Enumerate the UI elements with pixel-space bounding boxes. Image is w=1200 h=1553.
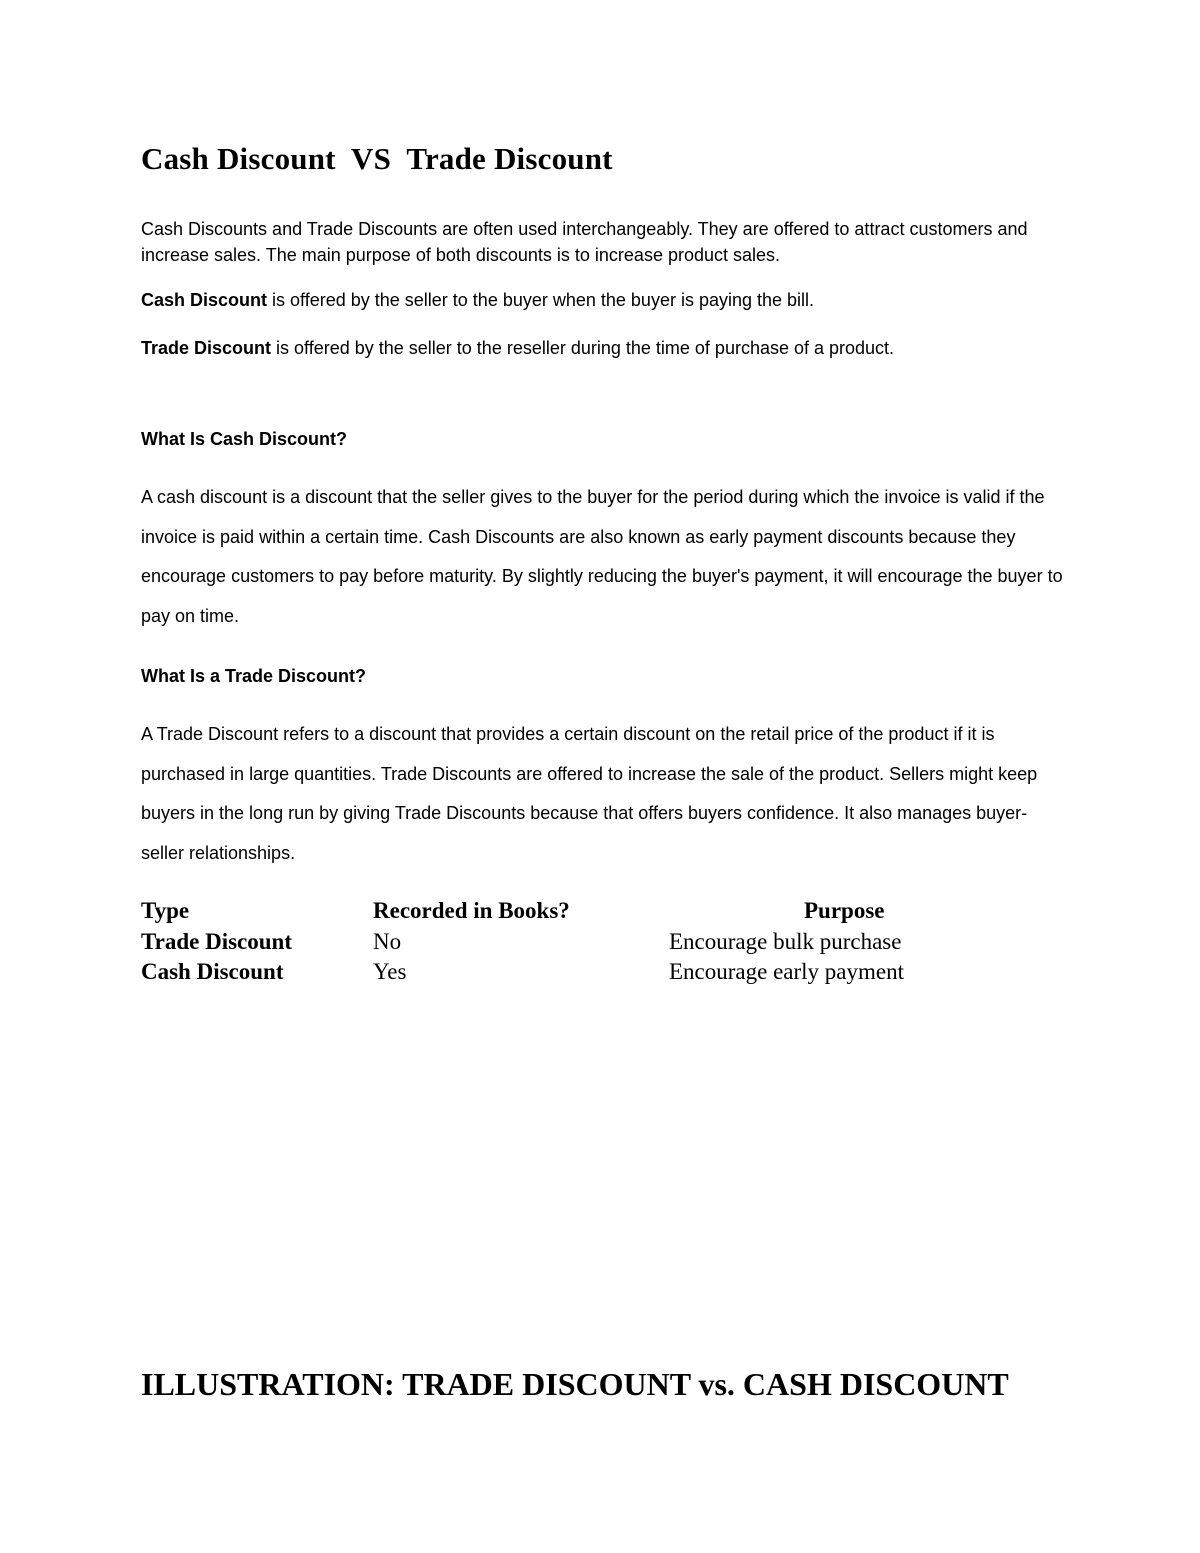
table-cell: Yes <box>373 959 407 984</box>
table-cell: No <box>373 928 402 954</box>
table-cell: Encourage early payment <box>669 959 904 984</box>
definition-text: is offered by the seller to the reseller during the time of purchase of a product. <box>271 338 895 358</box>
illustration-heading: ILLUSTRATION: TRADE DISCOUNT vs. CASH DISCOUNT <box>141 1366 1009 1402</box>
definition-term: Cash Discount <box>141 290 268 310</box>
definition-text: is offered by the seller to the buyer when the buyer is paying the bill. <box>267 290 815 310</box>
table-row <box>141 929 1041 960</box>
table-row <box>141 959 1041 990</box>
table-cell: Encourage bulk purchase <box>669 928 902 954</box>
definition-trade-discount <box>141 335 1061 361</box>
section-body-trade-discount: A Trade Discount refers to a discount that provides a certain discount on the retail price of the product if it is purchased in large quantities. Trade Discounts are offered to increase the sale of the product. Sellers might keep buyers in the long run by giving Trade Discounts because that offers buyers confidence. It also manages buyer-seller relationships. <box>141 724 1038 864</box>
section-body-cash-discount: A cash discount is a discount that the seller gives to the buyer for the period during which the invoice is valid if the invoice is paid within a certain time. Cash Discounts are also known as early payment discounts because they encourage customers to pay before maturity. By slightly reducing the buyer's payment, it will encourage the buyer to pay on time. <box>141 487 1063 627</box>
comparison-table <box>141 898 1041 990</box>
section-heading-cash-discount: What Is Cash Discount? <box>141 429 348 449</box>
table-header-cell: Type <box>141 898 190 923</box>
table-header-cell: Purpose <box>804 898 885 923</box>
table-cell: Cash Discount <box>141 959 284 984</box>
definition-term: Trade Discount <box>141 338 272 358</box>
definition-cash-discount <box>141 287 1061 313</box>
table-header-row <box>141 898 1041 929</box>
table-header-cell: Recorded in Books? <box>373 898 570 923</box>
document-title: Cash Discount VS Trade Discount <box>141 141 613 176</box>
section-heading-trade-discount: What Is a Trade Discount? <box>141 666 367 686</box>
intro-paragraph: Cash Discounts and Trade Discounts are often used interchangeably. They are offered to attract customers and increase sales. The main purpose of both discounts is to increase product sales. <box>141 219 1028 265</box>
table-cell: Trade Discount <box>141 928 292 954</box>
